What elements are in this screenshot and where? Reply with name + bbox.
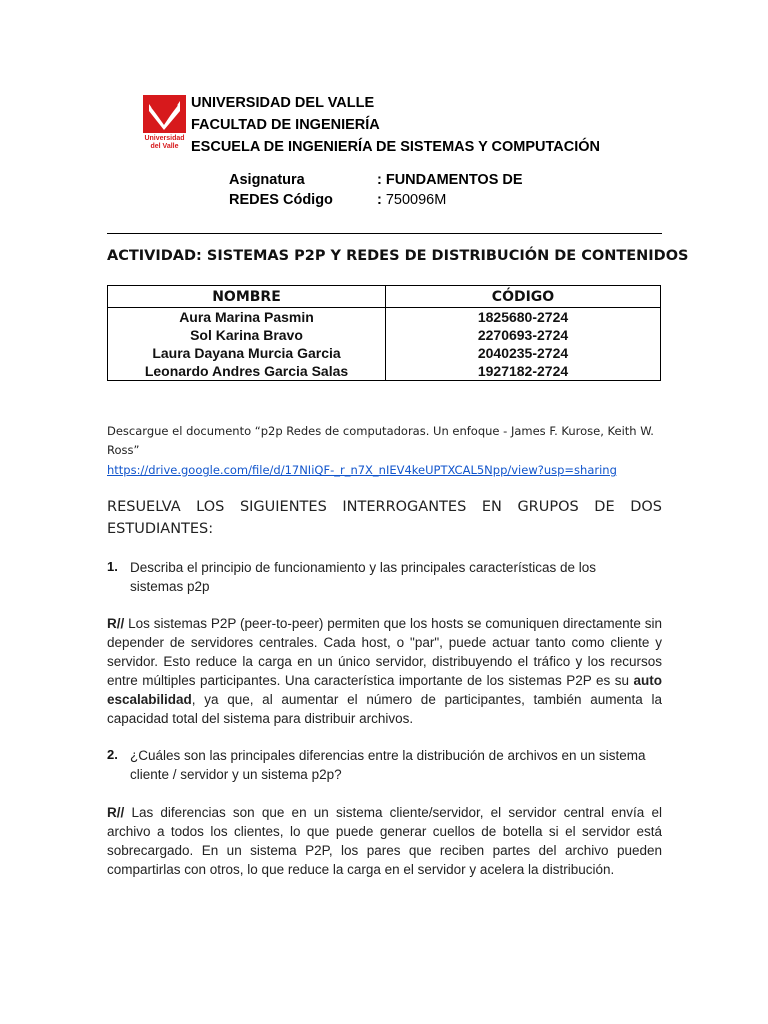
table-header-code: CÓDIGO — [386, 286, 661, 308]
question-1-line1: Describa el principio de funcionamiento y las principales características de los — [130, 560, 596, 575]
member-code: 2040235-2724 — [386, 344, 661, 362]
instruction-line1: RESUELVA LOS SIGUIENTES INTERROGANTES EN GRUPOS DE DOS — [107, 499, 662, 515]
member-name: Sol Karina Bravo — [108, 326, 386, 344]
instruction-text — [107, 496, 662, 540]
table-row — [108, 308, 661, 327]
university-logo — [143, 95, 186, 153]
divider — [107, 233, 662, 234]
member-name: Laura Dayana Murcia Garcia — [108, 344, 386, 362]
question-2-text — [130, 746, 670, 784]
table-row — [108, 326, 661, 344]
course-code: : 750096M — [377, 192, 447, 208]
member-name: Aura Marina Pasmin — [108, 308, 386, 327]
member-code: 2270693-2724 — [386, 326, 661, 344]
table-header-name: NOMBRE — [108, 286, 386, 308]
table-row — [108, 362, 661, 381]
university-name: UNIVERSIDAD DEL VALLE — [191, 95, 375, 111]
document-link[interactable]: https://drive.google.com/file/d/17NIiQF-_r_n7X_nIEV4keUPTXCAL5Npp/view?usp=sharing — [107, 463, 617, 477]
svg-text:del Valle: del Valle — [150, 143, 179, 150]
question-2-number: 2. — [107, 747, 118, 762]
instruction-line2: ESTUDIANTES: — [107, 521, 214, 537]
question-1-number: 1. — [107, 559, 118, 574]
download-text-line2: Ross” — [107, 443, 140, 457]
question-1-line2: sistemas p2p — [130, 579, 210, 594]
question-2-line1: ¿Cuáles son las principales diferencias entre la distribución de archivos en un sistema — [130, 748, 646, 763]
member-code: 1927182-2724 — [386, 362, 661, 381]
download-text-line1: Descargue el documento “p2p Redes de computadoras. Un enfoque - James F. Kurose, Keith W. — [107, 424, 654, 438]
question-1-text — [130, 558, 670, 596]
table-row — [108, 344, 661, 362]
member-name: Leonardo Andres Garcia Salas — [108, 362, 386, 381]
school-name: ESCUELA DE INGENIERÍA DE SISTEMAS Y COMPUTACIÓN — [191, 139, 601, 155]
team-table — [107, 285, 661, 381]
answer-1: R// Los sistemas P2P (peer-to-peer) permiten que los hosts se comuniquen directamente sin depender de servidores centrales. Cada host, o "par", puede actuar tanto como cliente y servidor. Esto reduce la carga en un único servidor, distribuyendo el tráfico y los recursos entre múltiples participantes. Una característica importante de los sistemas P2P es su auto escalabilidad, ya que, al aumentar el número de participantes, también aumenta la capacidad total del sistema para distribuir archivos. — [107, 616, 662, 726]
member-code: 1825680-2724 — [386, 308, 661, 327]
activity-title: ACTIVIDAD: SISTEMAS P2P Y REDES DE DISTRIBUCIÓN DE CONTENIDOS — [107, 248, 689, 264]
faculty-name: FACULTAD DE INGENIERÍA — [191, 117, 380, 133]
course-label-1: Asignatura — [229, 172, 305, 188]
course-label-2: REDES Código — [229, 192, 333, 208]
question-2-line2: cliente / servidor y un sistema p2p? — [130, 767, 342, 782]
svg-text:Universidad: Universidad — [144, 135, 185, 142]
answer-2: R// Las diferencias son que en un sistema cliente/servidor, el servidor central envía el archivo a todos los clientes, lo que puede generar cuellos de botella si el servidor está sobrecargado. En un sistema P2P, los pares que reciben partes del archivo pueden compartirlas con otros, lo que reduce la carga en el servidor y acelera la distribución. — [107, 805, 662, 877]
course-value-1: : FUNDAMENTOS DE — [377, 172, 523, 188]
